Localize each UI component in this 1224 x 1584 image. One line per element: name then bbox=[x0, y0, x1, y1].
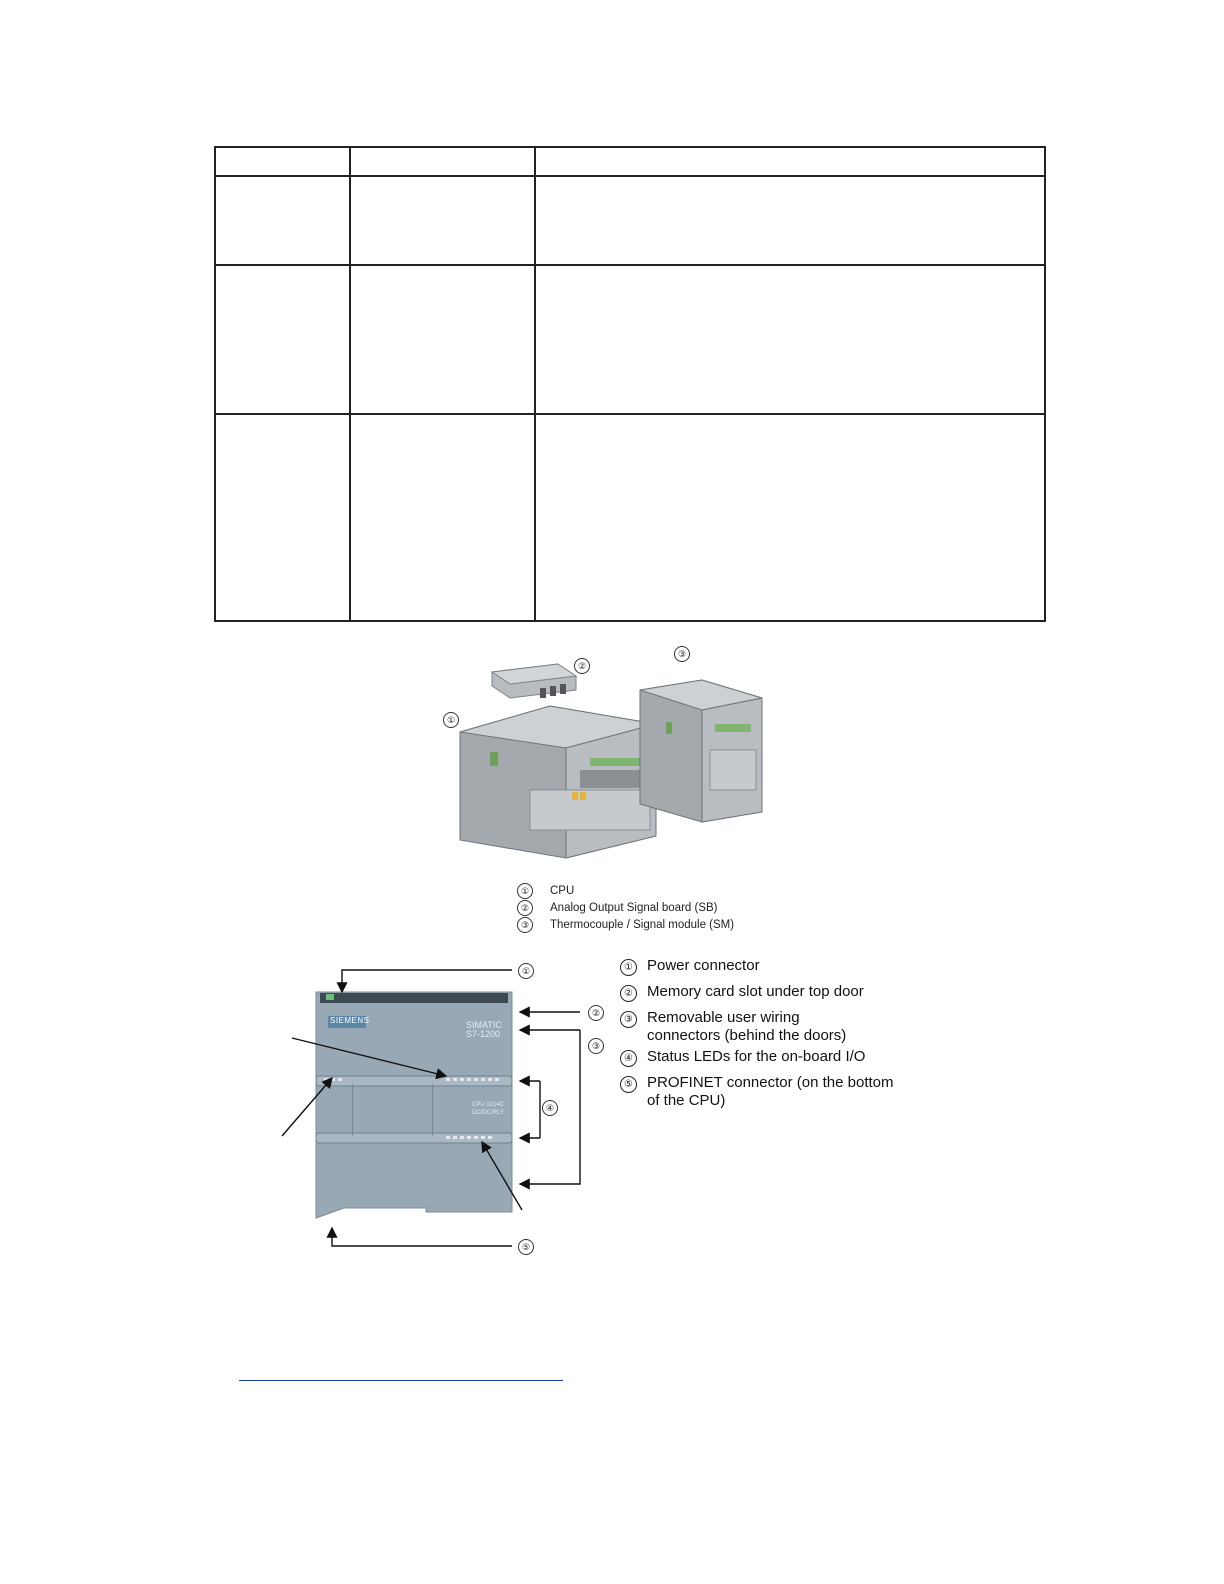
legend-label: Thermocouple / Signal module (SM) bbox=[550, 919, 735, 931]
legend-item bbox=[620, 1009, 870, 1045]
legend-item bbox=[517, 917, 734, 933]
legend-number: ② bbox=[517, 900, 533, 916]
legend-item bbox=[517, 900, 718, 916]
legend-item bbox=[517, 883, 574, 899]
table-border-top bbox=[214, 146, 1046, 148]
legend-label: Power connector bbox=[647, 957, 760, 974]
callout-signal-module: ③ bbox=[674, 646, 690, 662]
modules-figure bbox=[440, 640, 780, 870]
legend-item bbox=[620, 1074, 910, 1110]
callout-power-connector: ① bbox=[518, 963, 534, 979]
device-series-label: SIMATIC bbox=[466, 1020, 502, 1030]
table-row-divider bbox=[214, 413, 1046, 415]
modules-illustration bbox=[440, 640, 780, 870]
legend-number: ④ bbox=[620, 1050, 637, 1067]
legend-number: ③ bbox=[517, 917, 533, 933]
legend-number: ① bbox=[517, 883, 533, 899]
legend-number: ① bbox=[620, 959, 637, 976]
cpu-front-legend bbox=[620, 957, 920, 1117]
legend-number: ⑤ bbox=[620, 1076, 637, 1093]
legend-label: CPU bbox=[550, 885, 575, 897]
legend-item bbox=[620, 983, 864, 1002]
callout-memory-card-slot: ② bbox=[588, 1005, 604, 1021]
cpu-illustration bbox=[460, 706, 656, 858]
device-series-label: S7-1200 bbox=[466, 1029, 501, 1039]
legend-label: PROFINET connector (on the bottom of the CPU) bbox=[647, 1074, 894, 1109]
legend-item bbox=[620, 957, 760, 976]
signal-module-illustration bbox=[640, 680, 762, 822]
table-col-divider bbox=[534, 146, 536, 622]
table-border-left bbox=[214, 146, 216, 622]
device-model-label: CPU 1214C bbox=[472, 1102, 505, 1108]
footnote-link[interactable] bbox=[239, 1372, 563, 1381]
spec-table bbox=[214, 146, 1046, 622]
legend-item bbox=[620, 1048, 865, 1067]
table-header-divider bbox=[214, 175, 1046, 177]
device-model-label: DC/DC/RLY bbox=[472, 1110, 504, 1116]
signal-board-illustration bbox=[492, 664, 576, 698]
table-row-divider bbox=[214, 264, 1046, 266]
table-border-bottom bbox=[214, 620, 1046, 622]
callout-signal-board: ② bbox=[574, 658, 590, 674]
legend-label: Removable user wiring connectors (behind the doors) bbox=[647, 1009, 847, 1044]
legend-label: Status LEDs for the on-board I/O bbox=[647, 1048, 866, 1065]
legend-label: Analog Output Signal board (SB) bbox=[550, 902, 718, 914]
callout-status-leds: ④ bbox=[542, 1100, 558, 1116]
device-brand-label: SIEMENS bbox=[330, 1016, 370, 1025]
legend-number: ③ bbox=[620, 1011, 637, 1028]
callout-cpu: ① bbox=[443, 712, 459, 728]
table-border-right bbox=[1044, 146, 1046, 622]
modules-legend bbox=[517, 883, 817, 937]
cpu-front-figure bbox=[276, 956, 606, 1260]
callout-profinet-connector: ⑤ bbox=[518, 1239, 534, 1255]
legend-label: Memory card slot under top door bbox=[647, 983, 864, 1000]
legend-number: ② bbox=[620, 985, 637, 1002]
callout-wiring-connectors: ③ bbox=[588, 1038, 604, 1054]
table-col-divider bbox=[349, 146, 351, 622]
